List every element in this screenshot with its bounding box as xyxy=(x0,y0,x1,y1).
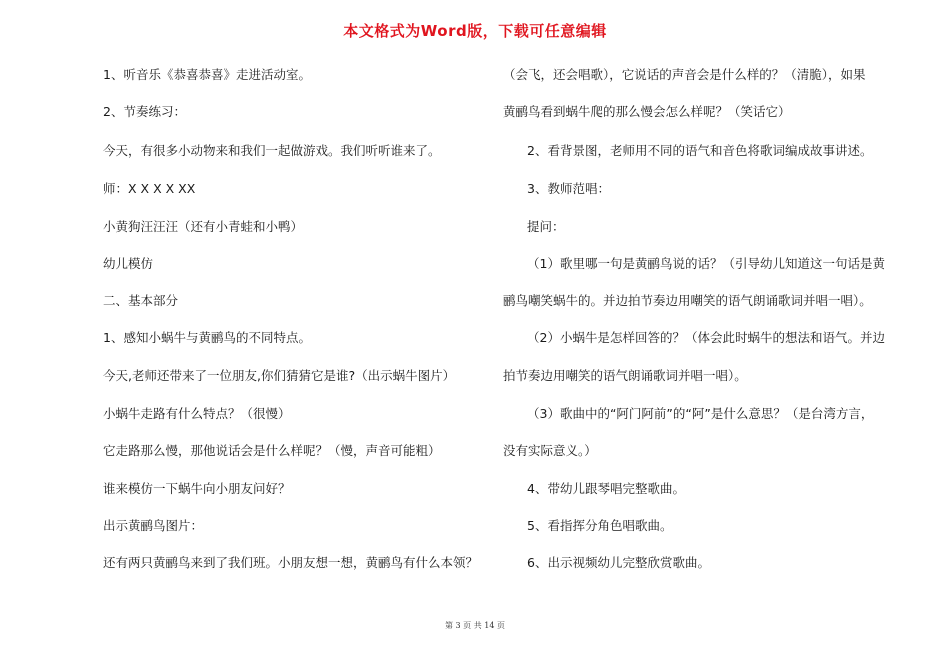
text-line: 2、看背景图，老师用不同的语气和音色将歌词编成故事讲述。 xyxy=(527,143,873,158)
text-line: 提问： xyxy=(527,219,565,234)
text-line: 今天，有很多小动物来和我们一起做游戏。我们听听谁来了。 xyxy=(103,143,441,158)
text-line: 鹂鸟嘲笑蜗牛的。并边拍节奏边用嘲笑的语气朗诵歌词并唱一唱）。 xyxy=(503,293,872,308)
text-line: 黄鹂鸟看到蜗牛爬的那么慢会怎么样呢？（笑话它） xyxy=(503,104,791,119)
section-heading: 二、基本部分 xyxy=(103,293,179,308)
text-line: 2、节奏练习： xyxy=(103,104,186,119)
text-line: 3、教师范唱： xyxy=(527,181,610,196)
text-line: 谁来模仿一下蜗牛向小朋友问好？ xyxy=(103,481,291,496)
text-line: 没有实际意义。） xyxy=(503,443,597,458)
text-line: 还有两只黄鹂鸟来到了我们班。小朋友想一想，黄鹂鸟有什么本领？ xyxy=(103,555,479,570)
text-line: 今天,老师还带来了一位朋友,你们猜猜它是谁?（出示蜗牛图片） xyxy=(103,368,456,383)
text-line: 5、看指挥分角色唱歌曲。 xyxy=(527,518,673,533)
text-line: （2）小蜗牛是怎样回答的？（体会此时蜗牛的想法和语气。并边 xyxy=(527,330,885,345)
page-number: 第 3 页 共 14 页 xyxy=(445,621,505,630)
document-header: 本文格式为Word版，下载可任意编辑 xyxy=(343,22,607,40)
text-line: 师：X X X X XX xyxy=(103,181,196,196)
text-line: （3）歌曲中的“阿门阿前”的“阿”是什么意思？（是台湾方言， xyxy=(527,406,874,421)
text-line: （会飞，还会唱歌），它说话的声音会是什么样的？（清脆），如果 xyxy=(503,67,866,82)
text-line: 4、带幼儿跟琴唱完整歌曲。 xyxy=(527,481,685,496)
text-line: 幼儿模仿 xyxy=(103,256,154,271)
text-line: 出示黄鹂鸟图片： xyxy=(103,518,204,533)
text-line: 小黄狗汪汪汪（还有小青蛙和小鸭） xyxy=(103,219,304,234)
text-line: 1、听音乐《恭喜恭喜》走进活动室。 xyxy=(103,67,311,82)
text-line: 1、感知小蜗牛与黄鹂鸟的不同特点。 xyxy=(103,330,311,345)
text-line: 6、出示视频幼儿完整欣赏歌曲。 xyxy=(527,555,710,570)
text-line: 它走路那么慢，那他说话会是什么样呢？（慢，声音可能粗） xyxy=(103,443,441,458)
text-line: 小蜗牛走路有什么特点？（很慢） xyxy=(103,406,291,421)
text-line: （1）歌里哪一句是黄鹂鸟说的话？（引导幼儿知道这一句话是黄 xyxy=(527,256,885,271)
text-line: 拍节奏边用嘲笑的语气朗诵歌词并唱一唱）。 xyxy=(503,368,747,383)
